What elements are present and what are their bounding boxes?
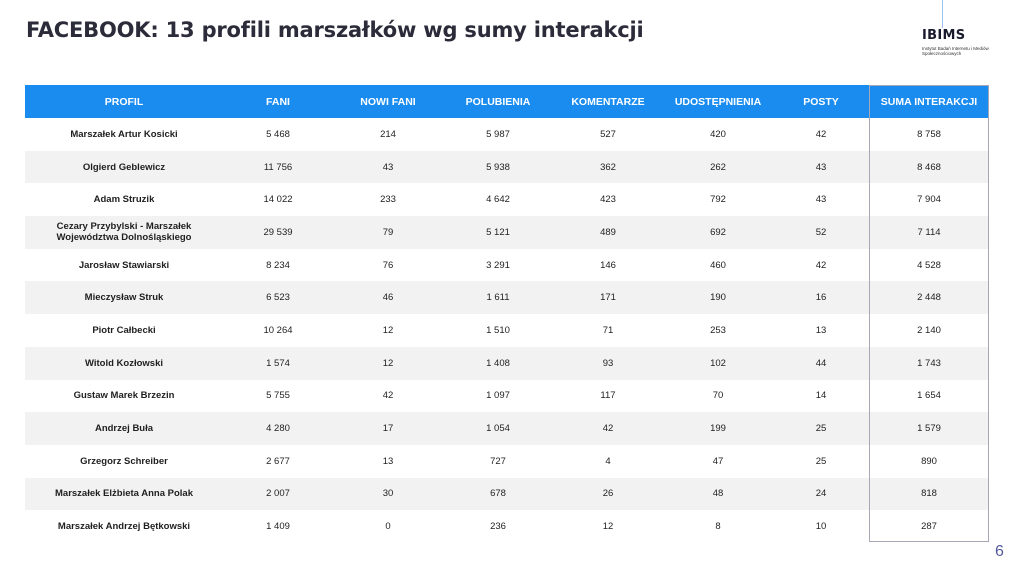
cell-profil: Piotr Całbecki bbox=[92, 324, 156, 336]
cell-fani: 5 755 bbox=[266, 390, 290, 402]
table-row bbox=[25, 118, 989, 151]
cell-fani: 2 677 bbox=[266, 455, 290, 467]
ranking-table-container bbox=[25, 85, 989, 543]
cell-posty: 25 bbox=[815, 455, 827, 467]
cell-udostepnienia: 190 bbox=[710, 292, 726, 304]
cell-komentarze: 42 bbox=[602, 423, 614, 435]
cell-nowi-fani: 233 bbox=[380, 194, 396, 206]
table-row bbox=[25, 314, 989, 347]
cell-profil: Cezary Przybylski - Marszałek Województwa Dolnośląskiego bbox=[56, 221, 192, 244]
cell-profil: Grzegorz Schreiber bbox=[80, 455, 168, 467]
cell-udostepnienia: 262 bbox=[710, 161, 726, 173]
cell-polubienia: 236 bbox=[490, 521, 506, 533]
header-posty: POSTY bbox=[803, 95, 839, 108]
cell-polubienia: 1 097 bbox=[486, 390, 510, 402]
cell-udostepnienia: 8 bbox=[715, 521, 721, 533]
cell-fani: 4 280 bbox=[266, 423, 290, 435]
header-fani: FANI bbox=[266, 95, 290, 108]
page-number: 6 bbox=[995, 543, 1004, 560]
logo-divider bbox=[942, 0, 943, 28]
cell-fani: 11 756 bbox=[263, 161, 293, 173]
cell-nowi-fani: 12 bbox=[382, 324, 394, 336]
logo-name: IBIMS bbox=[922, 28, 966, 43]
cell-polubienia: 4 642 bbox=[486, 194, 510, 206]
cell-udostepnienia: 692 bbox=[710, 226, 726, 238]
cell-fani: 14 022 bbox=[263, 194, 293, 206]
cell-fani: 6 523 bbox=[266, 292, 290, 304]
cell-fani: 1 574 bbox=[266, 357, 290, 369]
cell-udostepnienia: 792 bbox=[710, 194, 726, 206]
cell-posty: 24 bbox=[815, 488, 827, 500]
cell-komentarze: 26 bbox=[602, 488, 614, 500]
cell-polubienia: 678 bbox=[490, 488, 506, 500]
cell-profil: Andrzej Buła bbox=[94, 423, 154, 435]
cell-komentarze: 171 bbox=[600, 292, 616, 304]
cell-udostepnienia: 420 bbox=[710, 128, 726, 140]
table-row bbox=[25, 249, 989, 282]
table-body bbox=[25, 118, 989, 543]
cell-suma-interakcji: 7 114 bbox=[917, 226, 941, 238]
cell-profil: Olgierd Geblewicz bbox=[82, 161, 166, 173]
cell-komentarze: 423 bbox=[600, 194, 616, 206]
cell-suma-interakcji: 4 528 bbox=[917, 259, 941, 271]
table-row bbox=[25, 380, 989, 413]
cell-komentarze: 93 bbox=[602, 357, 614, 369]
cell-posty: 44 bbox=[815, 357, 827, 369]
cell-profil: Mieczysław Struk bbox=[84, 292, 164, 304]
cell-komentarze: 71 bbox=[602, 324, 614, 336]
cell-suma-interakcji: 818 bbox=[921, 488, 937, 500]
cell-posty: 42 bbox=[815, 259, 827, 271]
cell-nowi-fani: 0 bbox=[385, 521, 391, 533]
cell-fani: 29 539 bbox=[263, 226, 293, 238]
cell-nowi-fani: 79 bbox=[382, 226, 394, 238]
cell-posty: 13 bbox=[815, 324, 827, 336]
cell-komentarze: 146 bbox=[600, 259, 616, 271]
cell-udostepnienia: 102 bbox=[710, 357, 726, 369]
cell-suma-interakcji: 287 bbox=[921, 521, 937, 533]
cell-polubienia: 1 054 bbox=[486, 423, 510, 435]
cell-posty: 10 bbox=[815, 521, 827, 533]
table-row bbox=[25, 347, 989, 380]
cell-fani: 5 468 bbox=[266, 128, 290, 140]
cell-posty: 16 bbox=[815, 292, 827, 304]
cell-posty: 25 bbox=[815, 423, 827, 435]
cell-nowi-fani: 42 bbox=[382, 390, 394, 402]
cell-suma-interakcji: 1 579 bbox=[917, 423, 941, 435]
cell-suma-interakcji: 8 468 bbox=[917, 161, 941, 173]
table-row bbox=[25, 510, 989, 543]
cell-suma-interakcji: 1 654 bbox=[917, 390, 941, 402]
ibims-logo bbox=[922, 28, 1002, 68]
cell-komentarze: 527 bbox=[600, 128, 616, 140]
table-row bbox=[25, 412, 989, 445]
cell-profil: Adam Struzik bbox=[93, 194, 155, 206]
cell-profil: Marszałek Andrzej Bętkowski bbox=[57, 521, 191, 533]
cell-nowi-fani: 17 bbox=[382, 423, 394, 435]
cell-suma-interakcji: 7 904 bbox=[917, 194, 941, 206]
cell-profil: Jarosław Stawiarski bbox=[78, 259, 170, 271]
cell-polubienia: 5 987 bbox=[486, 128, 510, 140]
cell-profil: Gustaw Marek Brzezin bbox=[73, 390, 175, 402]
header-udostepnienia: UDOSTĘPNIENIA bbox=[674, 95, 762, 108]
cell-udostepnienia: 253 bbox=[710, 324, 726, 336]
cell-posty: 14 bbox=[815, 390, 827, 402]
cell-nowi-fani: 46 bbox=[382, 292, 394, 304]
cell-polubienia: 1 611 bbox=[486, 292, 510, 304]
cell-fani: 10 264 bbox=[263, 324, 293, 336]
cell-fani: 2 007 bbox=[266, 488, 290, 500]
table-row bbox=[25, 445, 989, 478]
cell-suma-interakcji: 1 743 bbox=[917, 357, 941, 369]
cell-suma-interakcji: 2 448 bbox=[917, 292, 941, 304]
cell-komentarze: 117 bbox=[600, 390, 616, 402]
header-suma-interakcji: SUMA INTERAKCJI bbox=[880, 95, 978, 108]
cell-posty: 43 bbox=[815, 194, 827, 206]
cell-nowi-fani: 43 bbox=[382, 161, 394, 173]
table-row bbox=[25, 151, 989, 184]
header-nowi-fani: NOWI FANI bbox=[360, 95, 416, 108]
cell-polubienia: 1 408 bbox=[486, 357, 510, 369]
header-profil: PROFIL bbox=[104, 95, 144, 108]
cell-komentarze: 489 bbox=[600, 226, 616, 238]
cell-polubienia: 727 bbox=[490, 455, 506, 467]
cell-udostepnienia: 48 bbox=[712, 488, 724, 500]
cell-polubienia: 5 938 bbox=[486, 161, 510, 173]
cell-profil: Marszałek Elżbieta Anna Polak bbox=[55, 488, 193, 500]
cell-profil: Witold Kozłowski bbox=[84, 357, 164, 369]
cell-nowi-fani: 214 bbox=[380, 128, 396, 140]
cell-polubienia: 5 121 bbox=[486, 226, 510, 238]
table-row bbox=[25, 281, 989, 314]
cell-suma-interakcji: 2 140 bbox=[917, 324, 941, 336]
cell-suma-interakcji: 8 758 bbox=[917, 128, 941, 140]
cell-posty: 52 bbox=[815, 226, 827, 238]
cell-fani: 1 409 bbox=[266, 521, 290, 533]
table-row bbox=[25, 478, 989, 511]
page-title: FACEBOOK: 13 profili marszałków wg sumy interakcji bbox=[26, 18, 644, 42]
ranking-table bbox=[25, 85, 989, 543]
cell-udostepnienia: 460 bbox=[710, 259, 726, 271]
logo-subtitle: Instytut Badań Internetu i Mediów Społecznościowych bbox=[922, 46, 989, 56]
cell-suma-interakcji: 890 bbox=[921, 455, 937, 467]
cell-nowi-fani: 13 bbox=[382, 455, 394, 467]
table-header-row bbox=[25, 85, 989, 118]
cell-komentarze: 12 bbox=[602, 521, 614, 533]
cell-posty: 42 bbox=[815, 128, 827, 140]
cell-nowi-fani: 12 bbox=[382, 357, 394, 369]
cell-fani: 8 234 bbox=[266, 259, 290, 271]
cell-komentarze: 4 bbox=[605, 455, 611, 467]
cell-posty: 43 bbox=[815, 161, 827, 173]
cell-polubienia: 1 510 bbox=[486, 324, 510, 336]
table-row bbox=[25, 183, 989, 216]
cell-profil: Marszałek Artur Kosicki bbox=[70, 128, 178, 140]
cell-nowi-fani: 30 bbox=[382, 488, 394, 500]
cell-komentarze: 362 bbox=[600, 161, 616, 173]
cell-polubienia: 3 291 bbox=[486, 259, 510, 271]
cell-udostepnienia: 199 bbox=[710, 423, 726, 435]
header-komentarze: KOMENTARZE bbox=[571, 95, 645, 108]
header-polubienia: POLUBIENIA bbox=[465, 95, 531, 108]
cell-udostepnienia: 47 bbox=[712, 455, 724, 467]
cell-udostepnienia: 70 bbox=[712, 390, 724, 402]
table-row bbox=[25, 216, 989, 249]
cell-nowi-fani: 76 bbox=[382, 259, 394, 271]
